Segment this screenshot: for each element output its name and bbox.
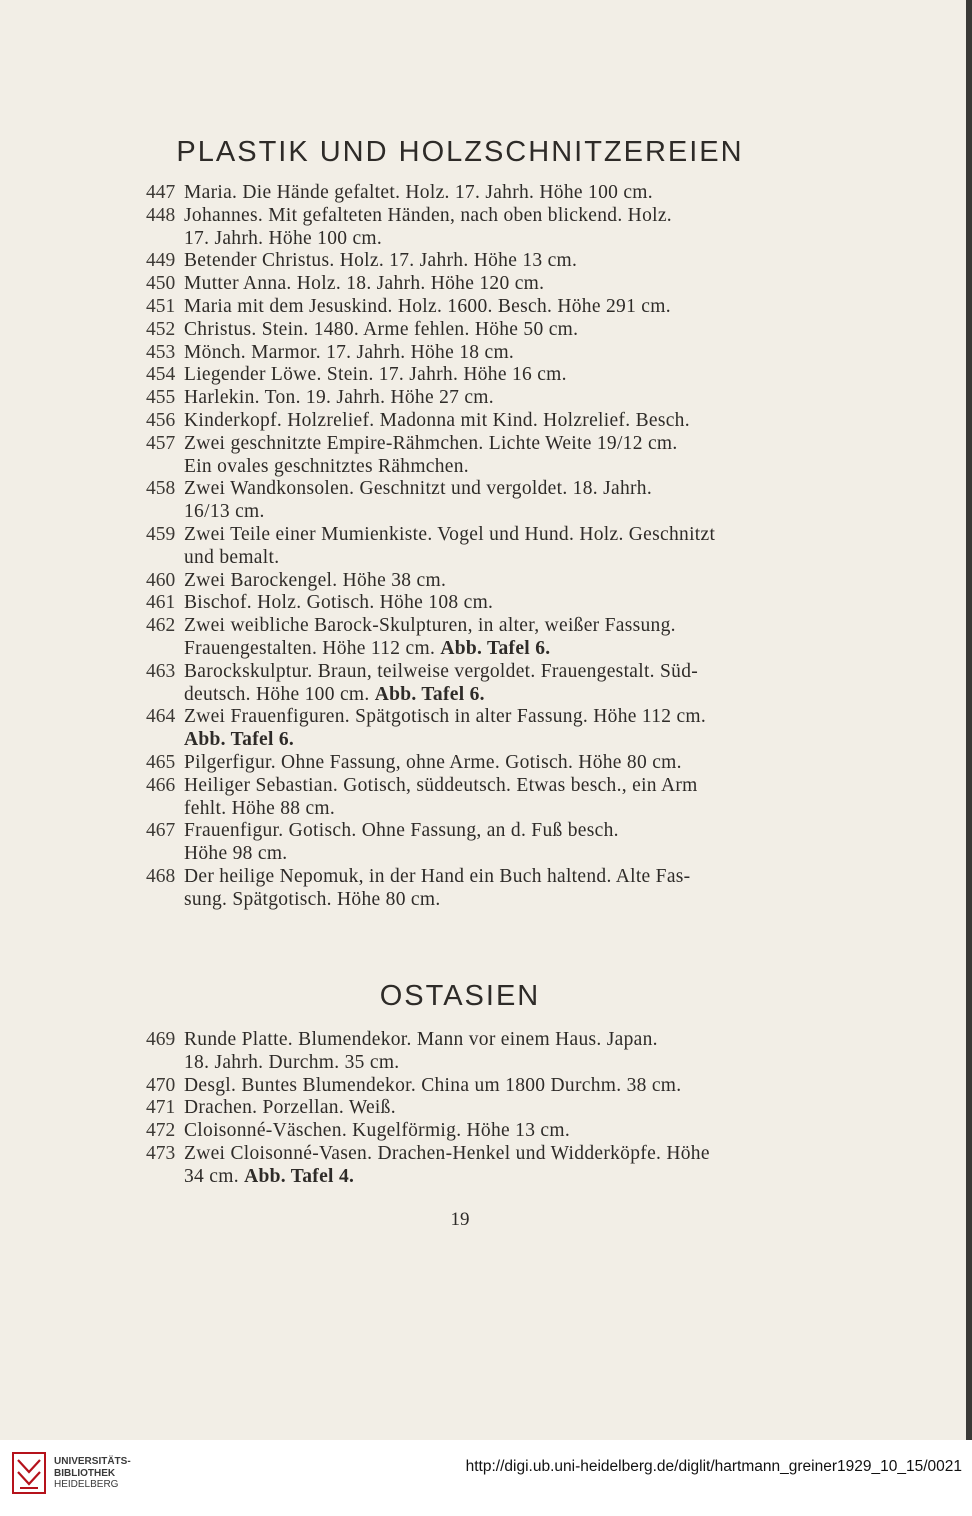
- catalog-entry: [0, 1075, 972, 1098]
- page-edge: [966, 0, 972, 1440]
- entry-text: Harlekin. Ton. 19. Jahrh. Höhe 27 cm.: [184, 387, 494, 409]
- section-heading-ostasien: OSTASIEN: [379, 980, 541, 1012]
- entry-text: und bemalt.: [184, 546, 280, 568]
- entry-number: 466: [146, 774, 176, 796]
- entry-text-line: [184, 410, 778, 433]
- catalog-entry: [0, 1029, 972, 1075]
- catalog-entry: [0, 752, 972, 775]
- entry-text-line: [184, 752, 778, 775]
- entry-text: Höhe 98 cm.: [184, 843, 288, 865]
- entry-text: Frauengestalten. Höhe 112 cm.: [184, 637, 436, 659]
- entry-text: Zwei Cloisonné-Vasen. Drachen-Henkel und Widderköpfe. Höhe: [184, 1142, 710, 1164]
- source-url-link[interactable]: http://digi.ub.uni-heidelberg.de/diglit/hartmann_greiner1929_10_15/0021: [465, 1458, 962, 1475]
- catalog-entry: [0, 866, 972, 912]
- entry-number: 450: [146, 273, 176, 295]
- entry-text: Johannes. Mit gefalteten Händen, nach oben blickend. Holz.: [184, 204, 672, 226]
- entry-text: Kinderkopf. Holzrelief. Madonna mit Kind. Holzrelief. Besch.: [184, 409, 690, 431]
- entry-text-line: [184, 798, 778, 821]
- entry-text: Maria. Die Hände gefaltet. Holz. 17. Jahrh. Höhe 100 cm.: [184, 182, 653, 203]
- entry-text-line: [184, 228, 778, 251]
- entry-text-line: [184, 866, 778, 889]
- entry-number: 457: [146, 432, 176, 454]
- entry-text-line: [184, 387, 778, 410]
- entry-text: 18. Jahrh. Durchm. 35 cm.: [184, 1051, 400, 1073]
- catalog-entry: [0, 205, 972, 251]
- entry-text: Der heilige Nepomuk, in der Hand ein Buch haltend. Alte Fas-: [184, 865, 691, 887]
- entry-text-line: [184, 296, 778, 319]
- entry-text-line: [184, 1143, 778, 1166]
- library-name-line: UNIVERSITÄTS-: [54, 1456, 131, 1467]
- entry-text-line: [184, 843, 778, 866]
- entry-text-line: [184, 364, 778, 387]
- entry-text-line: [184, 342, 778, 365]
- entry-text-line: [184, 205, 778, 228]
- catalog-entry: [0, 387, 972, 410]
- catalog-entry: [0, 775, 972, 821]
- library-name: [54, 1456, 131, 1491]
- entry-text-line: [184, 889, 778, 912]
- entry-text-line: [184, 684, 778, 707]
- page-number: 19: [450, 1209, 470, 1230]
- entry-text-line: [184, 1120, 778, 1143]
- entry-text: Desgl. Buntes Blumendekor. China um 1800 Durchm. 38 cm.: [184, 1074, 682, 1096]
- entry-text-line: [184, 524, 778, 547]
- catalog-entry: [0, 1120, 972, 1143]
- catalog-entry: [0, 706, 972, 752]
- entry-text-line: [184, 319, 778, 342]
- entry-text-line: [184, 1029, 778, 1052]
- entry-text: deutsch. Höhe 100 cm.: [184, 683, 370, 705]
- entry-number: 463: [146, 660, 176, 682]
- catalog-entry: [0, 250, 972, 273]
- entry-text-line: [184, 182, 778, 205]
- entry-text: Mönch. Marmor. 17. Jahrh. Höhe 18 cm.: [184, 341, 515, 363]
- library-name-line: HEIDELBERG: [54, 1479, 119, 1490]
- entry-text-line: [184, 706, 778, 729]
- entry-number: 456: [146, 409, 176, 431]
- catalog-entry: [0, 433, 972, 479]
- entry-text-line: [184, 1166, 778, 1189]
- entry-text: Bischof. Holz. Gotisch. Höhe 108 cm.: [184, 592, 494, 614]
- entry-number: 470: [146, 1074, 176, 1096]
- plate-reference: Abb. Tafel 4.: [244, 1165, 355, 1187]
- entry-text: Betender Christus. Holz. 17. Jahrh. Höhe 13 cm.: [184, 250, 578, 272]
- entry-text-line: [184, 570, 778, 593]
- catalog-entry: [0, 342, 972, 365]
- entry-text: Drachen. Porzellan. Weiß.: [184, 1097, 396, 1119]
- catalog-entry: [0, 524, 972, 570]
- entry-text: sung. Spätgotisch. Höhe 80 cm.: [184, 888, 441, 910]
- entry-number: 452: [146, 318, 176, 340]
- entry-text: Ein ovales geschnitztes Rähmchen.: [184, 455, 469, 477]
- entry-text-line: [184, 273, 778, 296]
- entry-text-line: [184, 638, 778, 661]
- plate-reference: Abb. Tafel 6.: [374, 683, 485, 705]
- entry-number: 471: [146, 1097, 176, 1119]
- entry-text-line: [184, 1075, 778, 1098]
- entry-text-line: [184, 433, 778, 456]
- entry-text-line: [184, 501, 778, 524]
- entry-number: 459: [146, 523, 176, 545]
- entry-number: 449: [146, 250, 176, 272]
- entry-text-line: [184, 729, 778, 752]
- entry-text: Zwei Barockengel. Höhe 38 cm.: [184, 569, 447, 591]
- entry-text-line: [184, 775, 778, 798]
- catalog-entry: [0, 410, 972, 433]
- entry-text: Liegender Löwe. Stein. 17. Jahrh. Höhe 16 cm.: [184, 364, 567, 386]
- entry-number: 448: [146, 204, 176, 226]
- catalog-entry: [0, 570, 972, 593]
- entry-text-line: [184, 456, 778, 479]
- entry-text: Heiliger Sebastian. Gotisch, süddeutsch. Etwas besch., ein Arm: [184, 774, 698, 796]
- entry-text: Barockskulptur. Braun, teilweise vergoldet. Frauengestalt. Süd-: [184, 660, 699, 682]
- catalog-entry: [0, 319, 972, 342]
- entry-number: 453: [146, 341, 176, 363]
- catalog-entry: [0, 478, 972, 524]
- entry-text: fehlt. Höhe 88 cm.: [184, 797, 336, 819]
- entries-list-plastik: [0, 182, 972, 912]
- entry-number: 464: [146, 706, 176, 728]
- entry-number: 461: [146, 592, 176, 614]
- entry-text: 16/13 cm.: [184, 501, 265, 523]
- entry-text: Frauenfigur. Gotisch. Ohne Fassung, an d. Fuß besch.: [184, 820, 619, 842]
- catalog-entry: [0, 296, 972, 319]
- entry-text: Zwei geschnitzte Empire-Rähmchen. Lichte Weite 19/12 cm.: [184, 432, 678, 454]
- catalog-entry: [0, 364, 972, 387]
- entry-text: 17. Jahrh. Höhe 100 cm.: [184, 227, 383, 249]
- catalog-entry: [0, 1097, 972, 1120]
- catalog-entry: [0, 820, 972, 866]
- plate-reference: Abb. Tafel 6.: [184, 729, 295, 751]
- entry-number: 472: [146, 1120, 176, 1142]
- section-heading-plastik: PLASTIK UND HOLZSCHNITZEREIEN: [176, 136, 744, 168]
- entry-text-line: [184, 1097, 778, 1120]
- entry-text-line: [184, 478, 778, 501]
- entry-text: 34 cm.: [184, 1165, 239, 1187]
- entry-text: Pilgerfigur. Ohne Fassung, ohne Arme. Gotisch. Höhe 80 cm.: [184, 751, 682, 773]
- plate-reference: Abb. Tafel 6.: [440, 637, 551, 659]
- library-logo-icon[interactable]: [12, 1452, 46, 1494]
- entry-number: 455: [146, 387, 176, 409]
- footer-bar: [0, 1440, 972, 1516]
- entry-text-line: [184, 1052, 778, 1075]
- entry-text-line: [184, 547, 778, 570]
- catalog-entry: [0, 592, 972, 615]
- entry-text-line: [184, 592, 778, 615]
- entry-text: Runde Platte. Blumendekor. Mann vor einem Haus. Japan.: [184, 1029, 658, 1050]
- entry-text: Mutter Anna. Holz. 18. Jahrh. Höhe 120 cm.: [184, 273, 545, 295]
- entry-text: Zwei Wandkonsolen. Geschnitzt und vergoldet. 18. Jahrh.: [184, 478, 653, 500]
- entry-text-line: [184, 820, 778, 843]
- catalog-entry: [0, 182, 972, 205]
- entry-number: 454: [146, 364, 176, 386]
- entries-list-ostasien: [0, 1029, 972, 1189]
- entry-text: Christus. Stein. 1480. Arme fehlen. Höhe 50 cm.: [184, 318, 579, 340]
- entry-number: 462: [146, 615, 176, 637]
- entry-text-line: [184, 615, 778, 638]
- entry-number: 465: [146, 751, 176, 773]
- entry-text-line: [184, 661, 778, 684]
- entry-text: Zwei Frauenfiguren. Spätgotisch in alter Fassung. Höhe 112 cm.: [184, 706, 707, 728]
- entry-text: Zwei Teile einer Mumienkiste. Vogel und Hund. Holz. Geschnitzt: [184, 523, 716, 545]
- entry-number: 458: [146, 478, 176, 500]
- catalog-entry: [0, 1143, 972, 1189]
- catalog-entry: [0, 615, 972, 661]
- entry-number: 460: [146, 569, 176, 591]
- entry-number: 469: [146, 1029, 176, 1050]
- entry-text: Zwei weibliche Barock-Skulpturen, in alter, weißer Fassung.: [184, 615, 676, 637]
- entry-number: 467: [146, 820, 176, 842]
- entry-number: 473: [146, 1142, 176, 1164]
- entry-number: 451: [146, 295, 176, 317]
- entry-text-line: [184, 250, 778, 273]
- entry-text: Maria mit dem Jesuskind. Holz. 1600. Besch. Höhe 291 cm.: [184, 295, 671, 317]
- entry-text: Cloisonné-Väschen. Kugelförmig. Höhe 13 cm.: [184, 1120, 571, 1142]
- catalog-entry: [0, 273, 972, 296]
- entry-number: 447: [146, 182, 176, 203]
- entry-number: 468: [146, 865, 176, 887]
- catalog-entry: [0, 661, 972, 707]
- library-name-line: BIBLIOTHEK: [54, 1467, 116, 1479]
